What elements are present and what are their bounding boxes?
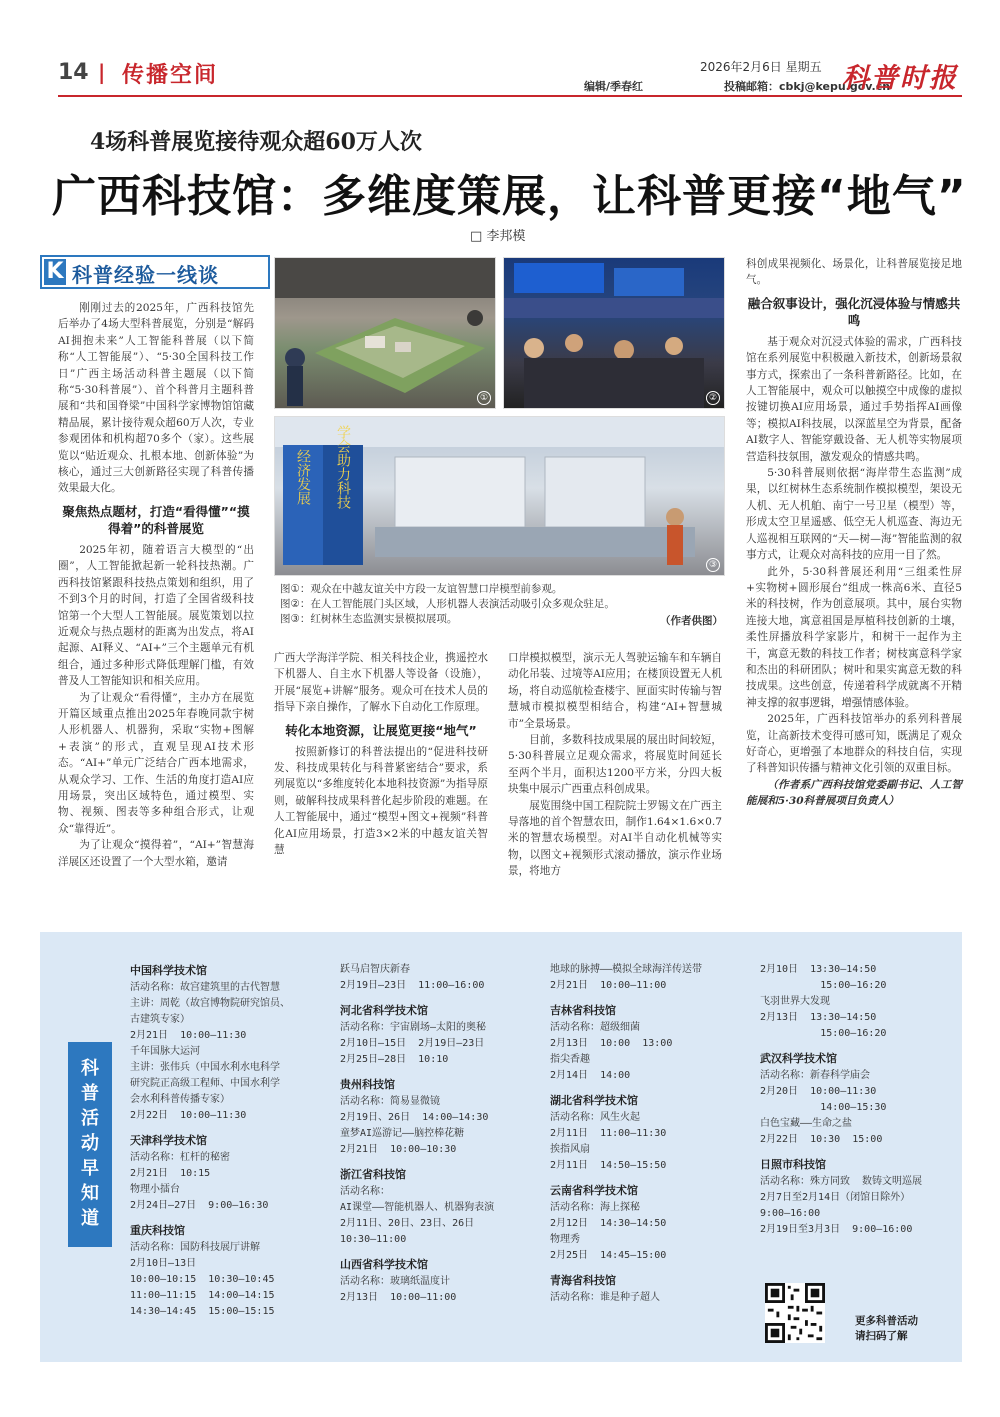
activity-line: 会水利科普传播专家） [130,1094,230,1105]
photo-3-sign-1: 经济发展 [295,449,311,505]
banner-k-logo: K [44,259,66,285]
photo-3-illustration [275,417,725,576]
activity-line: 2月22日 10:00—11:30 [130,1110,247,1121]
activity-line: 活动名称：殊方同致 数铸文明巡展 [760,1176,923,1187]
activity-line: 活动名称：风生火起 [550,1112,640,1123]
paragraph: 刚刚过去的2025年，广西科技馆先后举办了4场大型科普展览，分别是“解码AI拥抱未来”人工智能科普展（以下简称“人工智能展”）、“5·30全国科技工作日”广西主场活动科普主题展（以下简称“5·30科普展”）、首个科普月主题科普展和“共和国脊梁”中国科学家博物馆馆藏精品展，累计接待观众超60万人次，专业参观团体和机构超70多个（家）。这些展览以“贴近观众、扎根本地、创新体验”为核心，通过三大创新路径实现了科普传播效果最大化。 [58,302,254,495]
activity-line: 活动名称：谁是种子超人 [550,1292,660,1303]
activity-line: 物理秀 [550,1234,580,1245]
activity-line: 活动名称：玻璃纸温度计 [340,1276,450,1287]
activity-line: 地球的脉搏——模拟全球海洋传送带 [550,964,703,975]
activity-line: 物理小擂台 [130,1184,180,1195]
section-subtitle: 融合叙事设计，强化沉浸体验与情感共鸣 [747,295,961,328]
activity-line: 2月21日 10:00—11:30 [130,1030,247,1041]
header-rule [58,95,962,97]
activity-line: 2月11日 14:50—15:50 [550,1160,667,1171]
caption-1: 图①：观众在中越友谊关中方段一友谊智慧口岸模型前参观。 [280,583,563,595]
paragraph: 2025年，广西科技馆举办的系列科普展览，让高新技术变得可感可知，既满足了观众好奇心，更增强了本地群众的科技自信，实现了科普知识传播与精神文化引领的双重目标。 [746,713,962,775]
article-column-3 [508,650,722,880]
paragraph: 口岸模拟模型，演示无人驾驶运输车和车辆自动化吊装、过境等AI应用；在楼顶设置无人机场，将自动巡航检查楼宇、匣面实时传输与智慧城市模拟模型相结合，构建“AI+智慧城市”全景场景。 [508,652,722,730]
activity-line: 活动名称：故宫建筑里的古代智慧 [130,982,280,993]
photo-credit: （作者供图） [660,615,723,627]
activity-line: 15:00—16:20 [760,980,887,991]
qr-code-graphic [765,1283,825,1343]
activity-line: 2月24日—27日 9:00—16:30 [130,1200,269,1211]
photo-3-mangrove-exhibit [274,416,725,576]
paragraph: 为了让观众“看得懂”，主办方在展览开篇区域重点推出2025年春晚同款宇树人形机器人、机器狗，采取“实物+图解+表演”的形式，直观呈现AI技术形态。“AI+”单元广泛结合广西本地需求，从观众学习、工作、生活的角度打造AI应用场景，突出区域特色，通过模型、实物、视频、图表等多种组合形式，让观众“靠得近”。 [58,691,254,835]
venue-name: 日照市科技馆 [760,1158,826,1171]
activity-line: 2月7日至2月14日（闭馆日除外） [760,1192,911,1203]
venue-name: 武汉科学技术馆 [760,1052,837,1065]
activities-column-4 [760,962,960,1238]
paragraph: 广西大学海洋学院、相关科技企业，携遥控水下机器人、自主水下机器人等设备（设施），开展“展览+讲解”服务。观众可在技术人员的指导下亲自操作，了解水下自动化工作原理。 [274,652,488,714]
venue-name: 河北省科学技术馆 [340,1004,428,1017]
photo-2-illustration [504,258,725,409]
activity-line: 2月11日、20日、23日、26日 [340,1218,475,1229]
paragraph: 此外，5·30科普展还利用“三组柔性屏+实物树+圆形展台”组成一株高6米、直径5米的科技树，作为创意展项。其中，展台实物连接大地，寓意祖国是厚植科技创新的土壤，柔性屏播放科学家影片，和树干一起作为主干，寓意无数的科技工作者；树枝寓意科学家和杰出的科研团队；树叶和果实寓意无数的科技成果。这些创意，传递着科学成就离不开精神支撑的叙事逻辑，增强情感体验。 [746,565,962,709]
activity-line: 2月13日 13:30—14:50 [760,1012,877,1023]
activity-line: 活动名称： [340,1186,390,1197]
photo-label-3: ③ [706,558,720,572]
activity-line: 10:30—11:00 [340,1234,407,1245]
qr-caption [855,1314,918,1344]
paragraph: 目前，多数科技成果展的展出时间较短，5·30科普展立足观众需求，将展览时间延长至两个半月，面积达1200平方米，分四大板块集中展示广西重点科创成果。 [508,734,722,796]
activity-line: 研究院正高级工程师、中国水利学 [130,1078,280,1089]
submission-email: 投稿邮箱：cbkj@kepu.gov.cn [724,80,891,93]
venue-name: 山西省科学技术馆 [340,1258,428,1271]
section-subtitle: 转化本地资源，让展览更接“地气” [285,722,477,738]
activity-line: 活动名称：超级细菌 [550,1022,640,1033]
activity-line: 飞羽世界大发现 [760,996,830,1007]
activities-column-3 [550,962,750,1306]
activity-line: 活动名称：宇宙剧场—太阳的奥秘 [340,1022,487,1033]
caption-2: 图②：在人工智能展门头区域，人形机器人表演活动吸引众多观众驻足。 [280,598,615,610]
activity-line: 指尖香趣 [550,1054,590,1065]
photo-1-illustration [275,258,496,409]
activity-line: 2月13日 10:00 13:00 [550,1038,673,1049]
activity-line: 活动名称：国防科技展厅讲解 [130,1242,260,1253]
paragraph: 2025年初，随着语言大模型的“出圈”，人工智能掀起新一轮科技热潮。广西科技馆紧跟科技热点策划和组织，用了不到3个月的时间，打造了全国省级科技馆第一个大型人工智能展。展览策划以拉近观众与热点题材的距离为出发点，将AI起源、AI释义、“AI+”三个主题单元有机组合，通过多种形式降低理解门槛，有效普及人工智能知识和相关应用。 [58,543,254,688]
article-author: □ 李邦模 [470,229,526,244]
editor-credit: 编辑/季春红 [584,80,644,93]
venue-name: 湖北省科学技术馆 [550,1094,638,1107]
header-separator: | [98,60,106,84]
activity-line: 跃马启智庆新春 [340,964,410,975]
article-column-4 [746,256,962,810]
activity-line: 15:00—16:20 [760,1028,887,1039]
paragraph: 为了让观众“摸得着”，“AI+”智慧海洋展区还设置了一个大型水箱，邀请 [58,839,254,868]
qr-caption-line-2: 请扫码了解 [855,1330,908,1342]
paragraph: 基于观众对沉浸式体验的需求，广西科技馆在系列展览中积极融入新技术，创新场景叙事方式，探索出了一条科普新路径。比如，在人工智能展中，观众可以触摸空中成像的虚拟按键切换AI应用场景，通过手势指挥AI画像等；模拟AI科技展，以深蓝星空为背景，配备AI数字人、智能穿戴设备、无人机等实物展项营造科技氛围，激发观众的情感共鸣。 [746,335,962,463]
activity-line: 活动名称：海上探秘 [550,1202,640,1213]
paragraph: 5·30科普展则依据“海岸带生态监测”成果，以红树林生态系统制作模拟模型，架设无人机、无人机舶、南宁一号卫星（模型）等，形成太空卫星遥感、低空无人机巡查、海边无人巡视相互联网的“天—树—海”智能监测的叙事方式，让观众对高科技的应用一目了然。 [746,467,962,562]
qr-code-icon[interactable] [765,1283,825,1343]
photo-1-port-model [274,257,496,409]
section-title: 传播空间 [122,63,219,88]
activity-line: AI课堂——智能机器人、机器狗表演 [340,1202,495,1213]
activity-line: 2月20日 10:00—11:30 [760,1086,877,1097]
activity-line: 活动名称：简易显微镜 [340,1096,440,1107]
activity-line: 2月21日 10:15 [130,1168,211,1179]
venue-name: 重庆科技馆 [130,1224,185,1237]
banner-title: 科普经验一线谈 [72,263,219,287]
issue-date: 2026年2月6日 星期五 [700,60,822,74]
paragraph: 科创成果视频化、场景化，让科普展览接足地气。 [746,258,962,287]
newspaper-masthead: 科普时报 [842,63,958,94]
activity-line: 2月14日 14:00 [550,1070,631,1081]
activity-line: 2月19日—23日 11:00—16:00 [340,980,485,991]
activity-line: 2月10日—15日 2月19日—23日 [340,1038,485,1049]
activity-line: 活动名称：杠杆的秘密 [130,1152,230,1163]
activity-line: 挨指风扇 [550,1144,590,1155]
venue-name: 青海省科技馆 [550,1274,616,1287]
column-banner [40,255,270,289]
venue-name: 中国科学技术馆 [130,964,207,977]
activities-column-2 [340,962,540,1306]
paragraph: 按照新修订的科普法提出的“促进科技研发、科技成果转化与科普紧密结合”要求，系列展览以“多维度转化本地科技资源”为指导原则，破解科技成果科普化起步阶段的难题。在人工智能展中，通过“模型+图文+视频”科普化AI应用场景，打造3×2米的中越友谊关智慧 [274,745,488,857]
caption-3: 图③：红树林生态监测实景模拟展项。 [280,613,458,625]
activity-line: 2月22日 10:30 15:00 [760,1134,883,1145]
activity-line: 2月21日 10:00—10:30 [340,1144,457,1155]
photo-2-robot-show [503,257,725,409]
activity-line: 2月13日 10:00—11:00 [340,1292,457,1303]
activity-line: 主讲：周乾（故宫博物院研究馆员、 [130,998,290,1009]
activity-line: 10:00—10:15 10:30—10:45 [130,1274,275,1285]
article-column-1 [58,300,254,870]
section-subtitle: 聚焦热点题材，打造“看得懂”“摸得着”的科普展览 [62,503,250,536]
venue-name: 浙江省科技馆 [340,1168,406,1181]
activity-line: 11:00—11:15 14:00—14:15 [130,1290,275,1301]
article-column-2 [274,650,488,858]
photo-label-1: ① [477,391,491,405]
activity-line: 2月25日—28日 10:10 [340,1054,449,1065]
activity-line: 2月12日 14:30—14:50 [550,1218,667,1229]
activity-line: 14:00—15:30 [760,1102,887,1113]
activity-line: 2月25日 14:45—15:00 [550,1250,667,1261]
venue-name: 天津科学技术馆 [130,1134,207,1147]
photo-3-sign-2: 学会助力科技 [335,425,351,509]
activity-line: 活动名称：新春科学庙会 [760,1070,870,1081]
activity-line: 童梦AI巡游记——脑控棒花糖 [340,1128,465,1139]
qr-caption-line-1: 更多科普活动 [855,1315,918,1327]
page-number: 14 [58,60,89,85]
activities-column-1 [130,962,330,1320]
photo-label-2: ② [706,391,720,405]
activity-line: 2月11日 11:00—11:30 [550,1128,667,1139]
activity-line: 14:30—14:45 15:00—15:15 [130,1306,275,1317]
photo-captions [280,582,720,627]
article-subhead: 4场科普展览接待观众超60万人次 [90,129,422,155]
activity-line: 2月19日、26日 14:00—14:30 [340,1112,489,1123]
activities-label [68,1042,112,1247]
activity-line: 2月10日 13:30—14:50 [760,964,877,975]
venue-name: 云南省科学技术馆 [550,1184,638,1197]
activity-line: 古建筑专家） [130,1014,190,1025]
activity-line: 主讲：张伟兵（中国水利水电科学 [130,1062,280,1073]
activity-line: 千年国脉大运河 [130,1046,200,1057]
activity-line: 2月10日—13日 [130,1258,197,1269]
activity-line: 2月19日至3月3日 9:00—16:00 [760,1224,913,1235]
paragraph: 展览围绕中国工程院院士罗锡文在广西主导落地的首个智慧农田，制作1.64×1.6×0.7米的智慧农场模型。对AI半自动化机械等实物，以图文+视频形式滚动播放，演示作业场景，将地方 [508,799,722,878]
article-headline: 广西科技馆：多维度策展，让科普更接“地气” [52,171,967,222]
author-note: （作者系广西科技馆党委副书记、人工智能展和5·30科普展项目负责人） [746,778,962,808]
activity-line: 2月21日 10:00—11:00 [550,980,667,991]
activity-line: 白色宝藏——生命之盐 [760,1118,853,1129]
activities-label-text: 科普活动早知道 [81,1058,99,1229]
venue-name: 贵州科技馆 [340,1078,395,1091]
activity-line: 9:00—16:00 [760,1208,821,1219]
venue-name: 吉林省科技馆 [550,1004,616,1017]
